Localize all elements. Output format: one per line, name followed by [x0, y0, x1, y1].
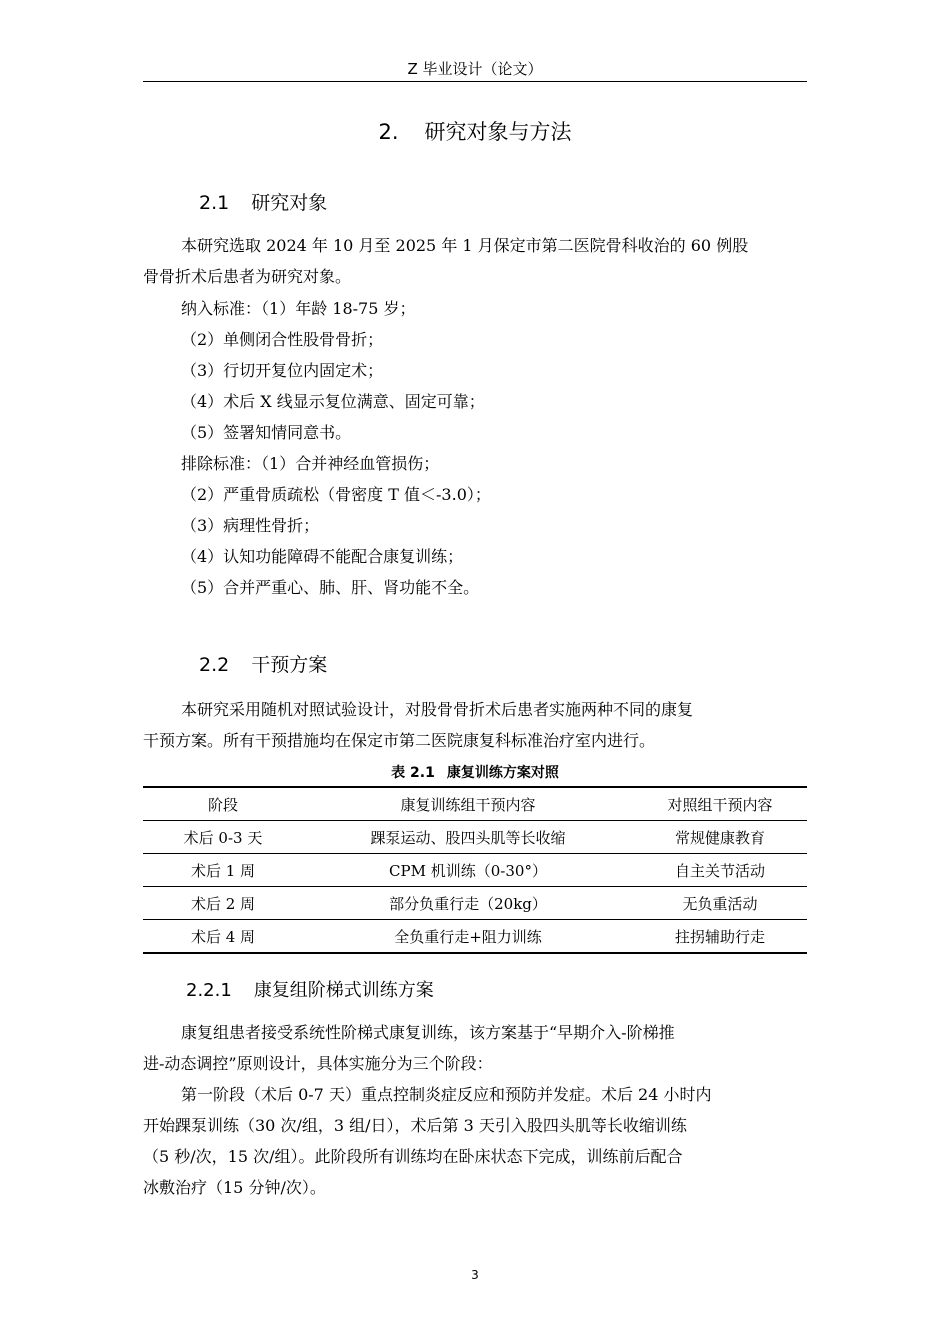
section-number: 2.2.1 [186, 980, 232, 1001]
exclusion-item: （5）合并严重心、肺、肝、肾功能不全。 [181, 578, 480, 597]
section-title: 研究对象 [251, 192, 328, 214]
text-line: 骨骨折术后患者为研究对象。 [143, 267, 352, 286]
table-cell: 术后 2 周 [190, 894, 256, 913]
paragraph-study-subjects [143, 230, 807, 292]
text-line: 干预方案。所有干预措施均在保定市第二医院康复科标准治疗室内进行。 [143, 731, 656, 750]
table-caption [143, 763, 807, 783]
text-line: 康复组患者接受系统性阶梯式康复训练，该方案基于“早期介入-阶梯推 [181, 1023, 675, 1042]
section-title: 干预方案 [251, 654, 328, 676]
text-line: 第一阶段（术后 0-7 天）重点控制炎症反应和预防并发症。术后 24 小时内 [181, 1085, 712, 1104]
inclusion-item: （2）单侧闭合性股骨骨折； [181, 330, 384, 349]
table-row [143, 920, 807, 954]
text-line: 本研究采用随机对照试验设计，对股骨骨折术后患者实施两种不同的康复 [181, 700, 694, 719]
chapter-heading [143, 118, 807, 146]
list-item [181, 448, 807, 479]
header-divider [143, 81, 807, 82]
text-line: （5 秒/次，15 次/组）。此阶段所有训练均在卧床状态下完成，训练前后配合 [143, 1147, 683, 1166]
table-row [143, 854, 807, 887]
chapter-number: 2. [378, 120, 399, 144]
column-header: 康复训练组干预内容 [400, 795, 536, 814]
section-number: 2.2 [199, 654, 230, 676]
list-item [181, 293, 807, 324]
exclusion-item: （4）认知功能障碍不能配合康复训练； [181, 547, 464, 566]
table-cell: CPM 机训练（0-30°） [389, 861, 547, 880]
inclusion-item: （3）行切开复位内固定术； [181, 361, 384, 380]
table-title: 康复训练方案对照 [446, 765, 559, 781]
criteria-list [181, 293, 807, 603]
text-line: 冰敷治疗（15 分钟/次）。 [143, 1178, 326, 1197]
paragraph-step-training [143, 1017, 807, 1203]
exclusion-item: （3）病理性骨折； [181, 516, 320, 535]
inclusion-item: （4）术后 X 线显示复位满意、固定可靠； [181, 392, 485, 411]
section-heading-2-1 [199, 190, 327, 216]
running-header: Z 毕业设计（论文） [407, 60, 543, 78]
exclusion-label: 排除标准： [181, 454, 262, 473]
exclusion-item: （1）合并神经血管损伤； [261, 454, 440, 473]
table-cell: 术后 4 周 [190, 927, 256, 946]
rehab-comparison-table [143, 786, 807, 954]
table-cell: 全负重行走+阻力训练 [394, 927, 542, 946]
table-cell: 拄拐辅助行走 [674, 927, 765, 946]
table-header-row [143, 787, 807, 821]
text-line: 进-动态调控”原则设计，具体实施分为三个阶段： [143, 1054, 493, 1073]
table-cell: 术后 1 周 [190, 861, 256, 880]
table-row [143, 821, 807, 854]
table-cell: 无负重活动 [682, 894, 758, 913]
table-cell: 部分负重行走（20kg） [389, 894, 547, 913]
inclusion-item: （1）年龄 18-75 岁； [261, 299, 416, 318]
inclusion-label: 纳入标准： [181, 299, 262, 318]
column-header: 对照组干预内容 [667, 795, 773, 814]
page-number: 3 [471, 1268, 479, 1282]
paragraph-intervention [143, 694, 807, 756]
section-heading-2-2-1 [186, 978, 434, 1004]
table-cell: 自主关节活动 [674, 861, 765, 880]
section-title: 康复组阶梯式训练方案 [253, 980, 434, 1001]
table-row [143, 887, 807, 920]
section-heading-2-2 [199, 652, 327, 678]
exclusion-item: （2）严重骨质疏松（骨密度 T 值＜-3.0）； [181, 485, 491, 504]
text-line: 本研究选取 2024 年 10 月至 2025 年 1 月保定市第二医院骨科收治的 60 例股 [181, 236, 749, 255]
column-header: 阶段 [207, 795, 238, 814]
chapter-title: 研究对象与方法 [424, 120, 572, 144]
table-cell: 踝泵运动、股四头肌等长收缩 [370, 828, 566, 847]
inclusion-item: （5）签署知情同意书。 [181, 423, 352, 442]
table-cell: 常规健康教育 [674, 828, 765, 847]
text-line: 开始踝泵训练（30 次/组，3 组/日），术后第 3 天引入股四头肌等长收缩训练 [143, 1116, 687, 1135]
table-number: 表 2.1 [391, 765, 435, 781]
table-cell: 术后 0-3 天 [183, 828, 263, 847]
section-number: 2.1 [199, 192, 230, 214]
